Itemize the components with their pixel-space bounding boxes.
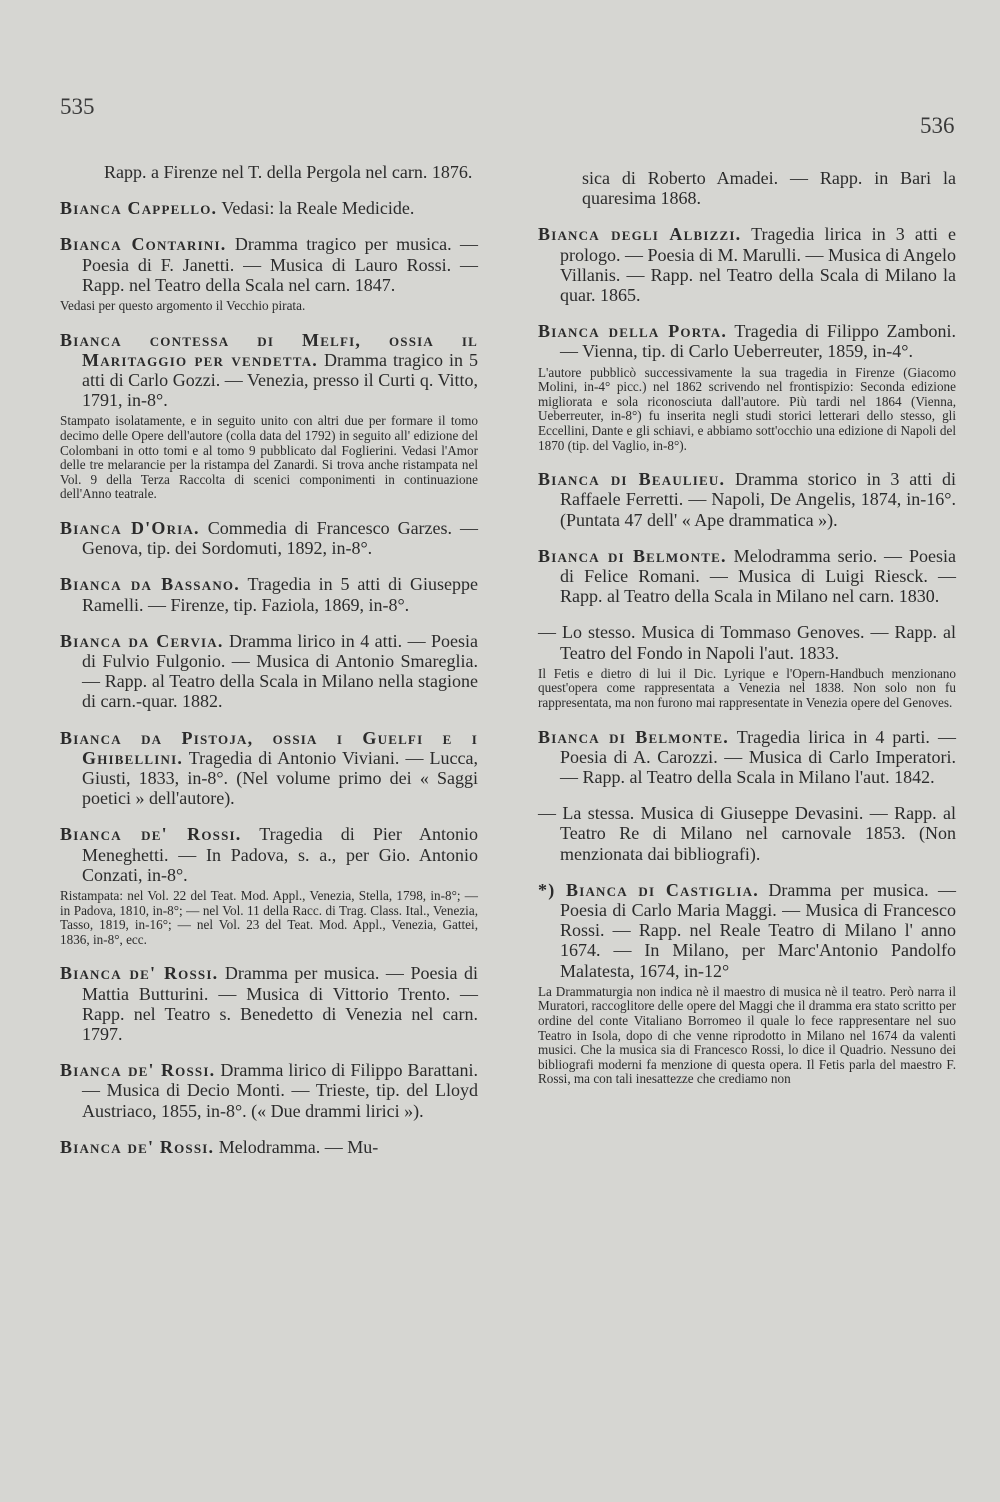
entry (60, 631, 478, 712)
entry-text: Tragedia lirica in 4 parti. — Poesia di A. Carozzi. — Musica di Carlo Imperatori. — Rapp. al Teatro della Scala in Milano l'aut. 1842. (560, 726, 957, 787)
entry-heading: Bianca de' Rossi. (60, 824, 242, 845)
entry-heading: Bianca D'Oria. (60, 517, 200, 538)
entry (538, 546, 956, 607)
entry-text: Dramma lirico di Filippo Barattani. — Musica di Decio Monti. — Trieste, tip. del Lloyd Austriaco, 1855, in-8°. (« Due drammi lirici »). (82, 1060, 478, 1121)
entry-note: Ristampata: nel Vol. 22 del Teat. Mod. Appl., Venezia, Stella, 1798, in-8°; — in Padova, 1810, in-8°; — nel Vol. 11 della Racc. di Trag. Class. Ital., Venezia, Tasso, 1819, in-16°; — nel Vol. 23 del Teat. Mod. Appl., Venezia, Gattei, 1836, in-8°, ecc. (60, 888, 478, 947)
entry-text: Melodramma. — Mu- (214, 1136, 379, 1157)
entry (538, 727, 956, 788)
entry-heading: Bianca da Pistoja, ossia i Guelfi e i Ghibellini. (60, 727, 478, 768)
entry (538, 622, 956, 710)
entry-heading: Bianca da Cervia. (60, 630, 224, 651)
entry-text: Tragedia lirica in 3 atti e prologo. — Poesia di M. Marulli. — Musica di Angelo Villanis. — Rapp. nel Teatro della Scala di Milano la quar. 1865. (560, 224, 956, 306)
entry (60, 963, 478, 1044)
entry (538, 168, 956, 208)
entry (538, 880, 956, 1087)
entry-heading: Bianca de' Rossi. (60, 963, 219, 984)
left-column (60, 162, 478, 1173)
entry (60, 234, 478, 313)
entry-heading: Bianca da Bassano. (60, 574, 240, 595)
entry (60, 330, 478, 502)
entry-heading: Bianca contessa di Melfi, ossia il Maritaggio per vendetta. (60, 329, 478, 370)
entry (60, 574, 478, 614)
entry-text: Tragedia di Filippo Zamboni. — Vienna, tip. di Carlo Ueberreuter, 1859, in-4°. (560, 321, 956, 362)
right-column (538, 168, 956, 1103)
entry-text: Tragedia di Antonio Viviani. — Lucca, Giusti, 1833, in-8°. (Nel volume primo dei « Saggi poetici » dell'autore). (82, 747, 478, 809)
entry-heading: Bianca degli Albizzi. (538, 224, 742, 245)
entry-text: Dramma tragico per musica. — Poesia di F. Janetti. — Musica di Lauro Rossi. — Rapp. nel Teatro della Scala nel carn. 1847. (82, 234, 478, 295)
entry (60, 518, 478, 558)
entry-text: Commedia di Francesco Garzes. — Genova, tip. dei Sordomuti, 1892, in-8°. (82, 517, 478, 559)
entry (60, 1137, 478, 1157)
page-number-right: 536 (920, 113, 955, 138)
entry (60, 1060, 478, 1121)
entry-text: Dramma per musica. — Poesia di Carlo Maria Maggi. — Musica di Francesco Rossi. — Rapp. nel Reale Teatro di Milano l' anno 1674. — In Milano, per Marc'Antonio Pandolfo Malatesta, 1674, in-12° (560, 879, 956, 981)
entry-heading: Bianca di Belmonte. (538, 726, 730, 747)
entry-text: — Lo stesso. Musica di Tommaso Genoves. — Rapp. al Teatro del Fondo in Napoli l'aut. 1833. (538, 622, 956, 663)
entry-text: Vedasi: la Reale Medicide. (217, 198, 415, 219)
entry-heading: Bianca di Beaulieu. (538, 469, 726, 490)
entry-heading: Bianca Contarini. (60, 234, 227, 255)
entry-heading: Bianca Cappello. (60, 198, 218, 219)
entry-note: Stampato isolatamente, e in seguito unito con altri due per formare il tomo decimo delle Opere dell'autore (colla data del 1792) in seguito all' edizione del Colombani in otto tomi e al tomo 9 pubblicato dal Foglierini. Vedasi l'Amor delle tre melarancie per la ristampa del Zanardi. Si trova anche ristampata nel Vol. 9 della Terza Raccolta di scenici componimenti in continuazione dell'Anno teatrale. (60, 413, 478, 502)
entry-text: Dramma tragico in 5 atti di Carlo Gozzi. — Venezia, presso il Curti q. Vitto, 1791, in-8°. (82, 349, 478, 411)
entry-note: Vedasi per questo argomento il Vecchio pirata. (60, 298, 306, 314)
entry-note: La Drammaturgia non indica nè il maestro di musica nè il teatro. Però narra il Muratori, raccoglitore delle opere del Maggi che il dramma era stato scritto per ordine del conte Vitaliano Borromeo il quale lo fece rappresentare nel suo Teatro in Isola, dopo di che venne riprodotto in Milano nel 1674 da valenti musici. Che la musica sia di Francesco Rossi, lo dice il Quadrio. Nessuno dei bibliografi moderni fa menzione di questa opera. Il Fetis parla del maestro F. Rossi, ma con tali inesattezze che crediamo non (538, 983, 956, 1087)
entry-text: Tragedia in 5 atti di Giuseppe Ramelli. — Firenze, tip. Faziola, 1869, in-8°. (82, 574, 478, 615)
entry-heading: Bianca della Porta. (538, 321, 728, 342)
entry (60, 162, 478, 182)
entry (60, 728, 478, 809)
entry (60, 198, 478, 218)
entry-heading: *) Bianca di Castiglia. (538, 879, 759, 900)
entry (538, 321, 956, 453)
entry-heading: Bianca di Belmonte. (538, 545, 727, 566)
entry-note: L'autore pubblicò successivamente la sua tragedia in Firenze (Giacomo Molini, in-4° picc.) nel 1862 scrivendo nel frontispizio: Seconda edizione migliorata e sola riconosciuta dall'autore. Più tardi nel 1864 (Vienna, Ueberreuter, in-8°) fu inserita negli studi storici letterari dello stesso, gli Eccellini, Dante e gli schiavi, e abbiamo sott'occhio una edizione di Napoli del 1870 (tip. del Vaglio, in-8°). (538, 364, 956, 453)
entry-text: Rapp. a Firenze nel T. della Pergola nel carn. 1876. (104, 162, 473, 182)
entry-text: Tragedia di Pier Antonio Meneghetti. — In Padova, s. a., per Gio. Antonio Conzati, in-8°. (82, 824, 478, 885)
entry-text: Dramma storico in 3 atti di Raffaele Ferretti. — Napoli, De Angelis, 1874, in-16°. (Puntata 47 dell' « Ape drammatica »). (560, 469, 956, 530)
page-number-left: 535 (60, 94, 95, 119)
entry (538, 469, 956, 530)
entry-text: Melodramma serio. — Poesia di Felice Romani. — Musica di Luigi Riesck. — Rapp. al Teatro della Scala in Milano nel carn. 1830. (560, 545, 956, 607)
entry (60, 824, 478, 947)
entry (538, 803, 956, 864)
entry-text: Dramma per musica. — Poesia di Mattia Butturini. — Musica di Vittorio Trento. — Rapp. nel Teatro s. Benedetto di Venezia nel carn. 1797. (82, 963, 478, 1045)
entry-note: Il Fetis e dietro di lui il Dic. Lyrique e l'Opern-Handbuch menzionano quest'opera come rappresentata a Venezia nel 1838. Non solo non fu rappresentata, ma non furono mai rappresentate in Venezia opere del Genoves. (538, 665, 956, 710)
entry-text: — La stessa. Musica di Giuseppe Devasini. — Rapp. al Teatro Re di Milano nel carnovale 1853. (Non menzionata dai bibliografi). (538, 803, 956, 864)
entry (538, 224, 956, 305)
entry-text: sica di Roberto Amadei. — Rapp. in Bari la quaresima 1868. (582, 168, 956, 209)
entry-text: Dramma lirico in 4 atti. — Poesia di Fulvio Fulgonio. — Musica di Antonio Smareglia. — Rapp. al Teatro della Scala in Milano nella stagione di carn.-quar. 1882. (82, 630, 478, 712)
entry-heading: Bianca de' Rossi. (60, 1060, 216, 1081)
entry-heading: Bianca de' Rossi. (60, 1136, 215, 1157)
